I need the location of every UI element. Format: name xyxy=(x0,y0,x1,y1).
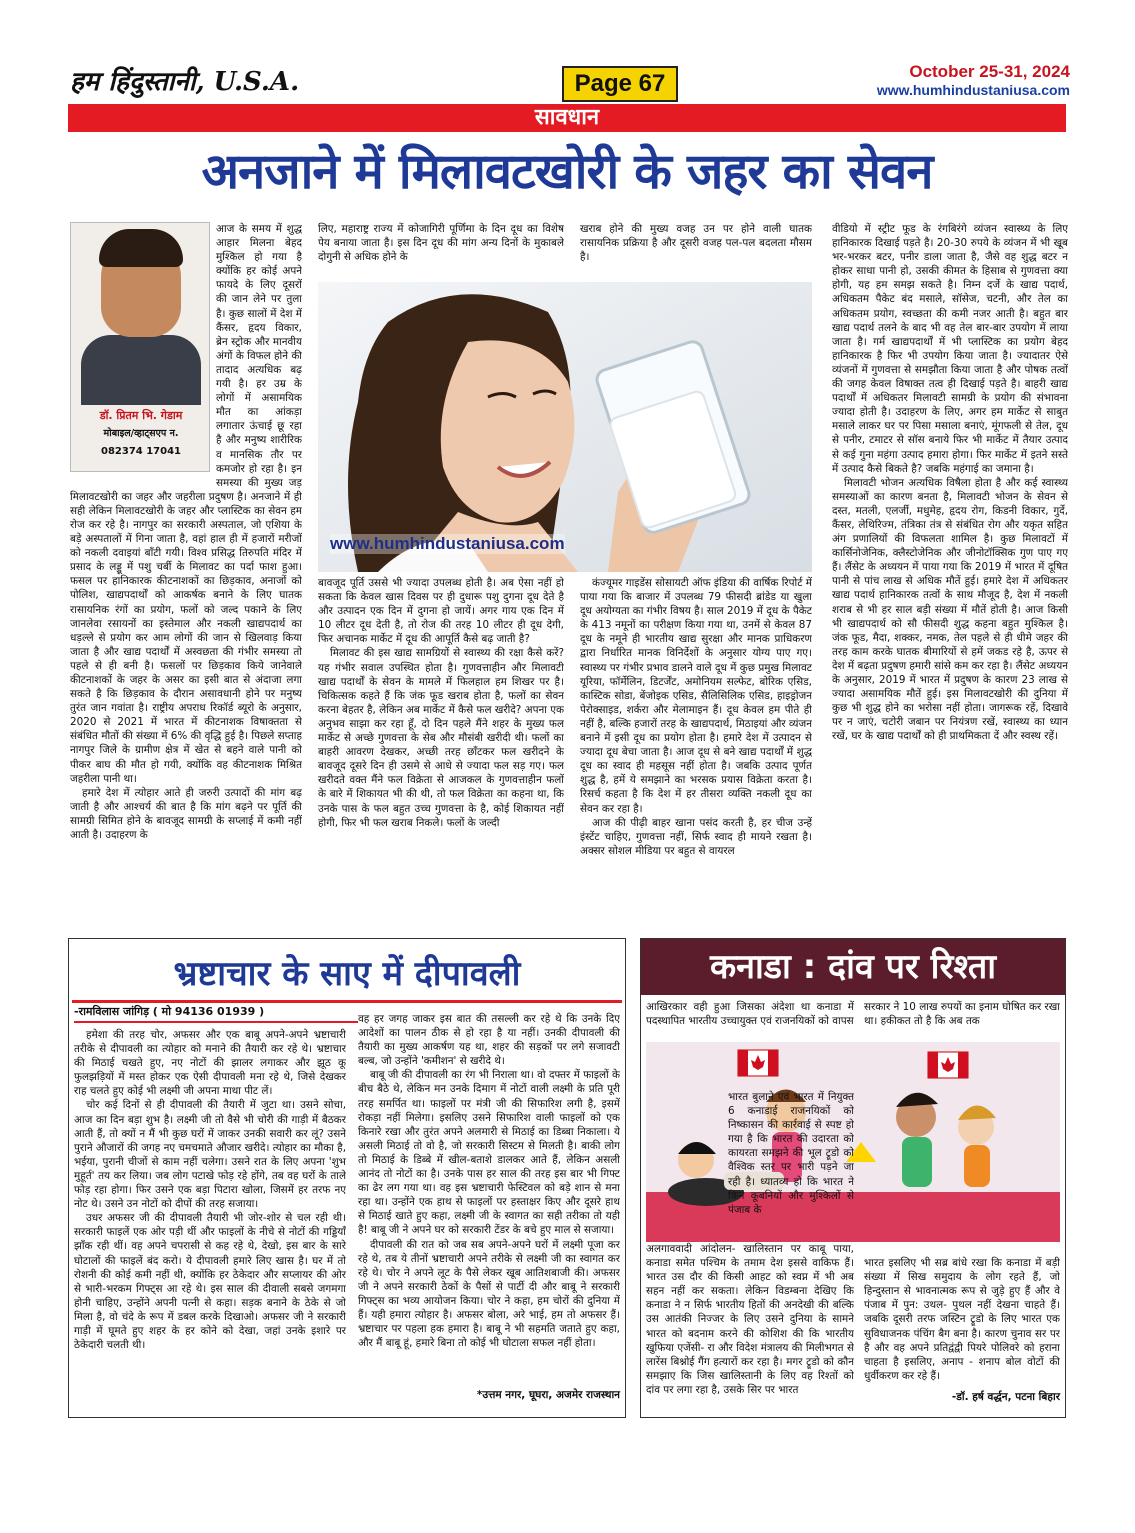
article2-paragraph: दीपावली की रात को जब सब अपने-अपने घरों में लक्ष्मी पूजा कर रहे थे, तब ये तीनों भ्रष्टाचारी अपने तरीके से लक्ष्मी जी का स्वागत कर रहे थे। चोर ने अपने लूट के पैसे लेकर खूब आतिशबाजी की। अफसर जी ने अपने सरकारी ठेकों के पैसों से पार्टी दी और बाबू ने सरकारी गिफ्ट्स का भव्य आयोजन किया। चोर ने कहा, हम चोरों की दुनिया में हैं। यही हमारा त्योहार है। अफसर बोला, अरे भाई, हम तो अफसर हैं। भ्रष्टाचार पर पहला हक हमारा है। बाबू ने भी सहमति जताते हुए कहा, और मैं बाबू हूं, हमारे बिना तो कोई भी घोटाला सफल नहीं होता। xyxy=(358,1238,620,1350)
article1-paragraph: कंज्यूमर गाइडेंस सोसायटी ऑफ इंडिया की वार्षिक रिपोर्ट में पाया गया कि बाजार में उपलब्ध 79 फीसदी ब्रांडेड या खुला दूध अयोग्यता का गंभीर विषय है। साल 2019 में दूध के पैकेट के 413 नमूनों का परीक्षण किया गया था, उनमें से केवल 87 दूध के नमूने ही भारतीय खाद्य सुरक्षा और मानक प्राधिकरण द्वारा निर्धारित मानक विनिर्देशों के अनुसार योग्य पाए गए। स्वास्थ्य पर गंभीर प्रभाव डालने वाले दूध में कुछ प्रमुख मिलावट यूरिया, फॉर्मेलिन, डिटर्जेंट, अमोनियम सल्फेट, बोरिक एसिड, कास्टिक सोडा, बेंजोइक एसिड, सैलिसिलिक एसिड, हाइड्रोजन पेरोक्साइड, शर्करा और मेलामाइन हैं। दूध केवल हम पीते ही नहीं है, बल्कि हजारों तरह के खाद्यपदार्थ, मिठाइयां और व्यंजन बनाने में इसी दूध का प्रयोग होता है। हमारे देश में उत्पादन से ज्यादा दूध बेचा जाता है। आज दूध से बने खाद्य पदार्थों में शुद्ध दूध का स्वाद ही महसूस नहीं होता है। जबकि उत्पाद पूर्णत शुद्ध है, हमें ये समझाने का भरसक प्रयास विक्रेता करता है। रिसर्च कहता है कि देश में हर तीसरा व्यक्ति नकली दूध का सेवन कर रहा है। xyxy=(580,577,812,815)
article1-column-3-bottom xyxy=(580,576,812,932)
article2-paragraph: चोर कई दिनों से ही दीपावली की तैयारी में जुटा था। उसने सोचा, आज का दिन बड़ा शुभ है। लक्ष्मी जी तो वैसे भी चोरी की गाड़ी में बैठकर आती हैं, तो क्यों न मैं भी कुछ घरों में जाकर उनकी सवारी कर लूं? उसने पुराने औजारों की जगह नए चमचमाते औजार खरीदे। त्योहार का मौका है, भईया, पुरानी चीजों से काम नहीं चलेगा। उसने रात के लिए अपना 'शुभ मुहूर्त' तय कर लिया। जब लोग पटाखे फोड़ रहे होंगे, तब वह घरों के ताले फोड़ रहा होगा। फिर उसने एक बड़ा पिटारा खोला, जिसमें हर तरफ नए नोट थे। उसने उन नोटों को दीपों की तरह सजाया। xyxy=(74,1099,346,1211)
article1-paragraph: बावजूद पूर्ति उससे भी ज्यादा उपलब्ध होती है। अब ऐसा नहीं हो सकता कि केवल खास दिवस पर ही दुधारू पशु दुगना दूध देते है और उत्पादन एक दिन में दुगना हो जायें। अगर गाय एक दिन में 10 लीटर दूध देती है, तो रोज की तरह 10 लीटर ही दूध देगी, फिर अचानक मार्केट में दूध की आपूर्ति कैसे बढ़ जाती है? xyxy=(318,577,564,646)
article1-paragraph: आज की पीढ़ी बाहर खाना पसंद करती है, हर चीज उन्हें इंस्टेंट चाहिए, गुणवत्ता नहीं, सिर्फ स्वाद ही मायने रखता है। अक्सर सोशल मीडिया पर बहुत से वायरल xyxy=(580,816,812,857)
article2-headline: भ्रष्टाचार के साए में दीपावली xyxy=(72,948,622,1003)
article3-paragraph: अलगाववादी आंदोलन- खालिस्तान पर काबू पाया, कनाडा समेत पश्चिम के तमाम देश इससे वाकिफ हैं। भारत उस दौर की किसी आहट को स्वप्न में भी अब सहन नहीं कर सकता। लेकिन विडम्बना देखिए कि कनाडा ने न सिर्फ भारतीय हितों की अनदेखी की बल्कि उस आतंकी निज्जर के लिए उसने दुनिया के सामने भारत को बदनाम करने की कोशिश की कि भारतीय खुफिया एजेंसी- रा और विदेश मंत्रालय की मिलीभगत से लारेंस बिश्नोई गैंग हत्यारों कर रहा है। मगर ट्रूडो को कौन समझाए कि जिस खालिस्तानी के लिए वह रिश्तों को दांव पर लगा रहा है, उसके सिर पर भारत xyxy=(646,1243,854,1396)
page-number: Page 67 xyxy=(562,66,678,102)
section-title: सावधान xyxy=(534,105,600,130)
article3-headline: कनाडा : दांव पर रिश्ता xyxy=(709,947,997,987)
article1-paragraph: हमारे देश में त्योहार आते ही जरुरी उत्पादों की मांग बढ़ जाती है और आश्चर्य की बात है कि मांग बढ़ने पर पूर्ति की सामग्री सिमित होने के बावजूद सामग्री के सप्लाई में कमी नहीं आती है। उदाहरण के xyxy=(70,786,302,842)
byline-divider xyxy=(74,1021,358,1023)
article3-column-1-wrap xyxy=(728,1090,854,1240)
canada-flag-left-icon xyxy=(738,1050,778,1076)
author-portrait-hair xyxy=(99,229,183,267)
article1-column-3-top xyxy=(580,222,812,268)
author-phone: 082374 17041 xyxy=(100,446,182,457)
masthead: हम हिंदुस्तानी, U.S.A. xyxy=(70,67,300,97)
photo-watermark-url: www.humhindustaniusa.com xyxy=(330,534,565,553)
article2-column-2 xyxy=(358,1012,620,1382)
article3-paragraph: सरकार ने 10 लाख रुपयों का इनाम घोषित कर रखा था। हकीकत तो है कि अब तक xyxy=(864,1001,1060,1028)
article1-paragraph: मिलावटी भोजन अत्यधिक विषैला होता है और कई स्वास्थ्य समस्याओं का कारण बनता है, मिलावटी भोजन के सेवन से दस्त, मतली, एलर्जी, मधुमेह, हृदय रोग, किडनी विकार, गुर्दे, कैंसर, लेथिरिज्म, तंत्रिका तंत्र से संबंधित रोग और यकृत सहित अंग प्रणालियों की विफलता शामिल है। कुछ मिलावटों में कार्सिनोजेनिक, क्लैस्टोजेनिक और जीनोटॉक्सिक गुण पाए गए हैं। लैंसेट के अध्ययन में पाया गया कि 2019 में भारत में दूषित पानी से पांच लाख से अधिक मौतें हुई। हमारे देश में अधिकतर खाद्य पदार्थ हानिकारक तत्वों के साथ मौजूद है, देश में नकली शराब से भी हर साल बड़ी संख्या में मौतें होती है। आज किसी भी खाद्यपदार्थ को सौ फीसदी शुद्ध कहना बहुत मुश्किल है। जंक फूड, मैदा, शक्कर, नमक, तेल पहले से ही धीमे जहर की तरह काम करके घातक बीमारियों से हमें जकड रहे है, ऊपर से देश में बढ़ता प्रदुषण हमारी सांसे कम कर रहा है। लैंसेट अध्ययन के अनुसार, 2019 में भारत में प्रदुषण के कारण 23 लाख से ज्यादा असामयिक मौतें हुई। इस मिलावटखोरी की दुनिया में कुछ भी शुद्ध होने का भरोसा नहीं होता। जागरूक रहें, दिखावे पर न जाएं, चटोरी जबान पर नियंत्रण रखें, स्वास्थ्य का ध्यान रखें, घर के खाद्य पदार्थों को ही प्राथमिकता दें और स्वस्थ रहें। xyxy=(832,476,1068,743)
website-link[interactable]: www.humhindustaniusa.com xyxy=(876,82,1070,98)
article3-paragraph: भारत इसलिए भी सब्र बांधे रखा कि कनाडा में बड़ी संख्या में सिख समुदाय के लोग रहते हैं, जो हिन्दुस्तान से भावनात्मक रूप से जुड़े हुए हैं और वे पंजाब में पुन: उथल- पुथल नहीं देखना चाहते हैं। जबकि दूसरी तरफ जस्टिन ट्रूडो के लिए भारत एक सुविधाजनक पंचिंग बैग बना है। कारण चुनाव सर पर है और वह अपने प्रतिद्वंद्वी पियरे पोलिवरे को हराना चाहता है इसलिए, अनाप - शनाप बोल वोटों की धुर्वीकरण कर रहे हैं। xyxy=(864,1257,1060,1382)
article2-paragraph: हमेशा की तरह चोर, अफसर और एक बाबू अपने-अपने भ्रष्टाचारी तरीके से दीपावली का त्योहार को मनाने की तैयारी कर रहे थे। भ्रष्टाचार की मिठाई चखते हुए, नए नोटों की झालर लगाकर और झूठ कू फुलझड़ियों में मस्त होकर एक ऐसी दीपावली मना रहे थे, जिसे देखकर राह चलते हुए कोई भी लक्ष्मी जी अपना माथा पीट लें। xyxy=(74,1029,346,1098)
issue-date: October 25-31, 2024 xyxy=(909,62,1070,81)
article1-paragraph: लिए, महाराष्ट्र राज्य में कोजागिरी पूर्णिमा के दिन दूध का विशेष पेय बनाया जाता है। इस दिन दूध की मांग अन्य दिनों के मुकाबले दोगुनी से अधिक होने के xyxy=(318,223,564,264)
canada-flag-right-icon xyxy=(928,1052,968,1078)
author-photo-box xyxy=(70,222,210,472)
article3-column-2-bottom xyxy=(864,1242,1060,1382)
article2-paragraph: वह हर जगह जाकर इस बात की तसल्ली कर रहे थे कि उनके दिए आदेशों का पालन ठीक से हो रहा है या नहीं। उनकी दीपावली की तैयारी का मुख्य आकर्षण यह था, शहर की सड़कों पर लगे सजावटी बल्ब, जो उन्होंने 'कमीशन' से खरीदे थे। xyxy=(358,1013,620,1068)
article1-paragraph: आज के समय में शुद्ध आहार मिलना बेहद मुश्किल हो गया है क्योंकि हर कोई अपने फायदे के लिए दूसरों की जान लेने पर तुला है। कुछ सालों में देश में कैंसर, हृदय विकार, ब्रेन स्ट्रोक और मानवीय अंगों के विफल होने की तादाद अत्यधिक बढ़ गयी है। हर उम्र के लोगों में असामयिक मौत का आंकड़ा लगातार ऊंचाई छू रहा है और मनुष्य शारीरिक व मानसिक तौर पर कमजोर हो रहा है। इन समस्या की मुख्य जड़ मिलावटखोरी का जहर और जहरीला प्रदुषण है। अनजाने में ही सही लेकिन मिलावटखोरी के जहर और प्लास्टिक का सेवन हम रोज कर रहे है। नागपुर का सरकारी अस्पताल, जो एशिया के बड़े अस्पतालों में गिना जाता है, वहां हाल ही में हजारों मरीजों को नकली दवाइयां बाँटी गयी। विश्व प्रसिद्ध तिरुपति मंदिर में प्रसाद के लड्डू में पशु चर्बी के मिलावट का पर्दा फाश हुआ। फसल पर हानिकारक कीटनाशकों का छिड़काव, अनाजों को पोलिश, खाद्यपदार्थों को आकर्षक बनाने के लिए घातक रासायनिक रंगों का प्रयोग, फलों को जल्द पकाने के लिए जानलेवा रसायनों का इस्तेमाल और नकली खाद्यपदार्थ का धड़ल्ले से प्रयोग कर आम लोगों की जान से खिलवाड़ किया जाता है और खाद्य पदार्थों में अस्वछता की गंभीर समस्या तो पहले से ही बनी है। फसलों पर छिड़काव किये जानेवाले कीटनाशकों के जहर के असर का इसी बात से अंदाजा लगा सकते है कि छिड़काव के दौरान असावधानी होने पर मनुष्य तुरंत जान गवांता है। राष्ट्रीय अपराध रिकॉर्ड ब्यूरो के अनुसार, 2020 से 2021 में भारत में कीटनाशक विषाक्तता से संबंधित मौतों की संख्या में 6% की वृद्धि हुई है। पिछले सप्ताह नागपुर जिले के ग्रामीण क्षेत्र में खेत से बहने वाले पानी को पीकर बाघ की मौत हो गयी, क्योंकि वह कीटनाशक मिश्रित जहरीला पानी था। xyxy=(70,223,302,785)
article2-column-1 xyxy=(74,1028,346,1413)
author-name: डॉ. प्रितम भि. गेडाम xyxy=(99,409,183,422)
milk-woman-photo xyxy=(318,282,812,572)
article1-column-1 xyxy=(70,222,302,932)
milk-photo-illustration xyxy=(318,282,812,572)
article1-column-4 xyxy=(832,222,1068,932)
article3-paragraph: भारत बुलाने एवं भारत में नियुक्त 6 कनाडाई राजनयिकों को निष्कासन की कार्रवाई से स्पष्ट हो गया है कि भारत की उदारता को कायरता समझने की भूल ट्रूडो को वैश्विक स्तर पर भारी पड़ने जा रही है। ध्यातव्य हो कि भारत ने किन कूबनियों और मुश्किलों से पंजाब के xyxy=(728,1091,854,1216)
article1-column-2-top xyxy=(318,222,564,282)
author-contact-label: मोबाइल/व्हाट्सएप न. xyxy=(103,428,179,439)
article1-column-2-bottom xyxy=(318,576,564,932)
article3-signature: -डॉ. हर्ष वर्द्धन, पटना बिहार xyxy=(951,1391,1060,1403)
article1-paragraph: मिलावट की इस खाद्य सामग्रियों से स्वास्थ्य की रक्षा कैसे करें? यह गंभीर सवाल उपस्थित होता है। गुणवत्ताहीन और मिलावटी खाद्य पदार्थों के सेवन के मामले में फिलहाल हम शिखर पर है। चिकित्सक कहते हैं कि जंक फूड खराब होता है, फलों का सेवन करना बेहतर है, लेकिन अब मार्केट में कैसे फल खरीदे? अपना एक अनुभव साझा कर रहा हूँ, दो दिन पहले मैंने शहर के मुख्य फल मार्केट से अच्छे गुणवत्ता के सेब और मौसंबी खरीदी थी। फलों का बाहरी आवरण देखकर, अच्छी तरह छाँटकर फल खरीदने के बावजूद दूसरे दिन ही उसमे से आधे से ज्यादा फल सड़ गए। फल खरीदते वक्त मैंने फल विक्रेता से आजकल के गुणवत्ताहीन फलों के बारे में शिकायत भी की थी, तो फल विक्रेता का कहना था, कि उनके पास के फल बहुत उच्च गुणवत्ता के है, कोई शिकायत नहीं होगी, फिर भी फल खराब निकले। फलों के जल्दी xyxy=(318,647,564,829)
article2-paragraph: उधर अफसर जी की दीपावली तैयारी भी जोर-शोर से चल रही थी। सरकारी फाइलें एक ओर पड़ी थीं और फाइलों के नीचे से नोटों की गड्डियाँ झाँक रही थीं। वह अपने चपरासी से कह रहे थे, देखो, इस बार के सारे घोटालों की फाइलें बंद करो। ये दीपावली हमारे लिए खास है। घर में तो रोशनी की कोई कमी नहीं थी, क्योंकि हर ठेकेदार और सप्लायर की ओर से भारी-भरकम गिफ्ट्स आ रहे थे। इस साल की दीवाली सबसे जगमगा होनी चाहिए, उन्होंने अपनी पत्नी से कहा। सड़क बनाने के ठेके से जो मिला है, वो चंदे के रूप में डबल करके दिखाओ। अफसर जी ने सरकारी गाड़ी में घूमते हुए शहर के हर कोने को देखा, जहां उनके इशारे पर ठेकेदारी चलती थी। xyxy=(74,1212,346,1352)
article2-paragraph: बाबू जी की दीपावली का रंग भी निराला था। वो दफ्तर में फाइलों के बीच बैठे थे, लेकिन मन उनके दिमाग में नोटों वाली लक्ष्मी के प्रति पूरी तरह समर्पित था। फाइलों पर मंत्री जी की सिफारिश लगी है, इसमें रोकड़ा नहीं मिलेगा। इसलिए उसने सिफारिश वाली फाइलों को एक किनारे रखा और तुरंत अपने अलमारी से मिठाई का डिब्बा निकाला। ये असली मिठाई तो वो है, जो सरकारी सिस्टम से मिलती है। बाकी लोग तो मिठाई के डिब्बे में खील-बताशे डालकर आते हैं, लेकिन असली आनंद तो नोटों का है। उनके पास हर साल की तरह इस बार भी गिफ्ट का ढेर लग गया था। वह इस भ्रष्टाचारी फेस्टिवल को बड़े शान से मना रहा था। उन्होंने एक हाथ से फाइलों पर हस्ताक्षर किए और दूसरे हाथ से मिठाई खाते हुए कहा, लक्ष्मी जी के स्वागत का सही तरीका तो यही है! बाबू जी ने अपने घर को सरकारी टेंडर के बचे हुए माल से सजाया। xyxy=(358,1069,620,1237)
article1-paragraph: खराब होने की मुख्य वजह उन पर होने वाली घातक रासायनिक प्रक्रिया है और दूसरी वजह पल-पल बदलता मौसम है। xyxy=(580,223,812,264)
main-headline: अनजाने में मिलावटखोरी के जहर का सेवन xyxy=(201,143,933,200)
author-portrait-shirt xyxy=(81,335,201,405)
article3-paragraph: आखिरकार वही हुआ जिसका अंदेशा था कनाडा में पदस्थापित भारतीय उच्चायुक्त एवं राजनयिकों को वापस xyxy=(646,1001,854,1028)
article2-signature: *उत्तम नगर, घूघरा, अजमेर राजस्थान xyxy=(476,1389,620,1401)
article3-column-2-top xyxy=(864,1000,1060,1040)
article1-paragraph: वीडियो में स्ट्रीट फूड के रंगबिरंगे व्यंजन स्वास्थ्य के लिए हानिकारक दिखाई पड़ते है। 20-30 रुपये के व्यंजन में भी खूब भर-भरकर बटर, पनीर डाला जाता है, जैसे वह शुद्ध बटर न होकर साधा पानी हो, उसकी कीमत के हिसाब से गुणवत्ता क्या होगी, यह हम समझ सकते है। निम्न दर्जे के खाद्य पदार्थ, अधिकतम पैकेट बंद मसाले, सॉसेज, चटनी, और तेल का अधिकतम प्रयोग, स्वच्छता की कमी नजर आती है। बहुत बार खाद्य पदार्थ तलने के बाद भी वह तेल बार-बार उपयोग में लाया जाता है। गर्म खाद्यपदार्थों में भी प्लास्टिक का प्रयोग बेहद हानिकारक है फिर भी उपयोग किया जाता है। ज्यादातर ऐसे व्यंजनों में गुणवत्ता से समझौता किया जाता है और पोषक तत्वों की जगह केवल विषाक्त तत्व ही दिखाई पड़ते है। बाहरी खाद्य पदार्थों में अधिकतर मिलावटी सामग्री के प्रयोग की संभावना ज्यादा होती है। उदाहरण के लिए, अगर हम मार्केट से साबुत मसाले लाकर घर पर पिसा मसाला बनाएं, मूंगफली से तेल, दूध से पनीर, टमाटर से सॉस बनाये फिर भी मार्केट में तैयार उत्पाद से कई गुना महंगा उत्पाद हमारा होगा। फिर मार्केट में इतने सस्ते में उत्पाद कैसे बिकते है? जबकि महंगाई का जमाना है। xyxy=(832,223,1068,475)
article3-column-1-bottom xyxy=(646,1242,854,1414)
article2-byline: -रामविलास जांगिड़ ( मो 94136 01939 ) xyxy=(74,1005,265,1018)
